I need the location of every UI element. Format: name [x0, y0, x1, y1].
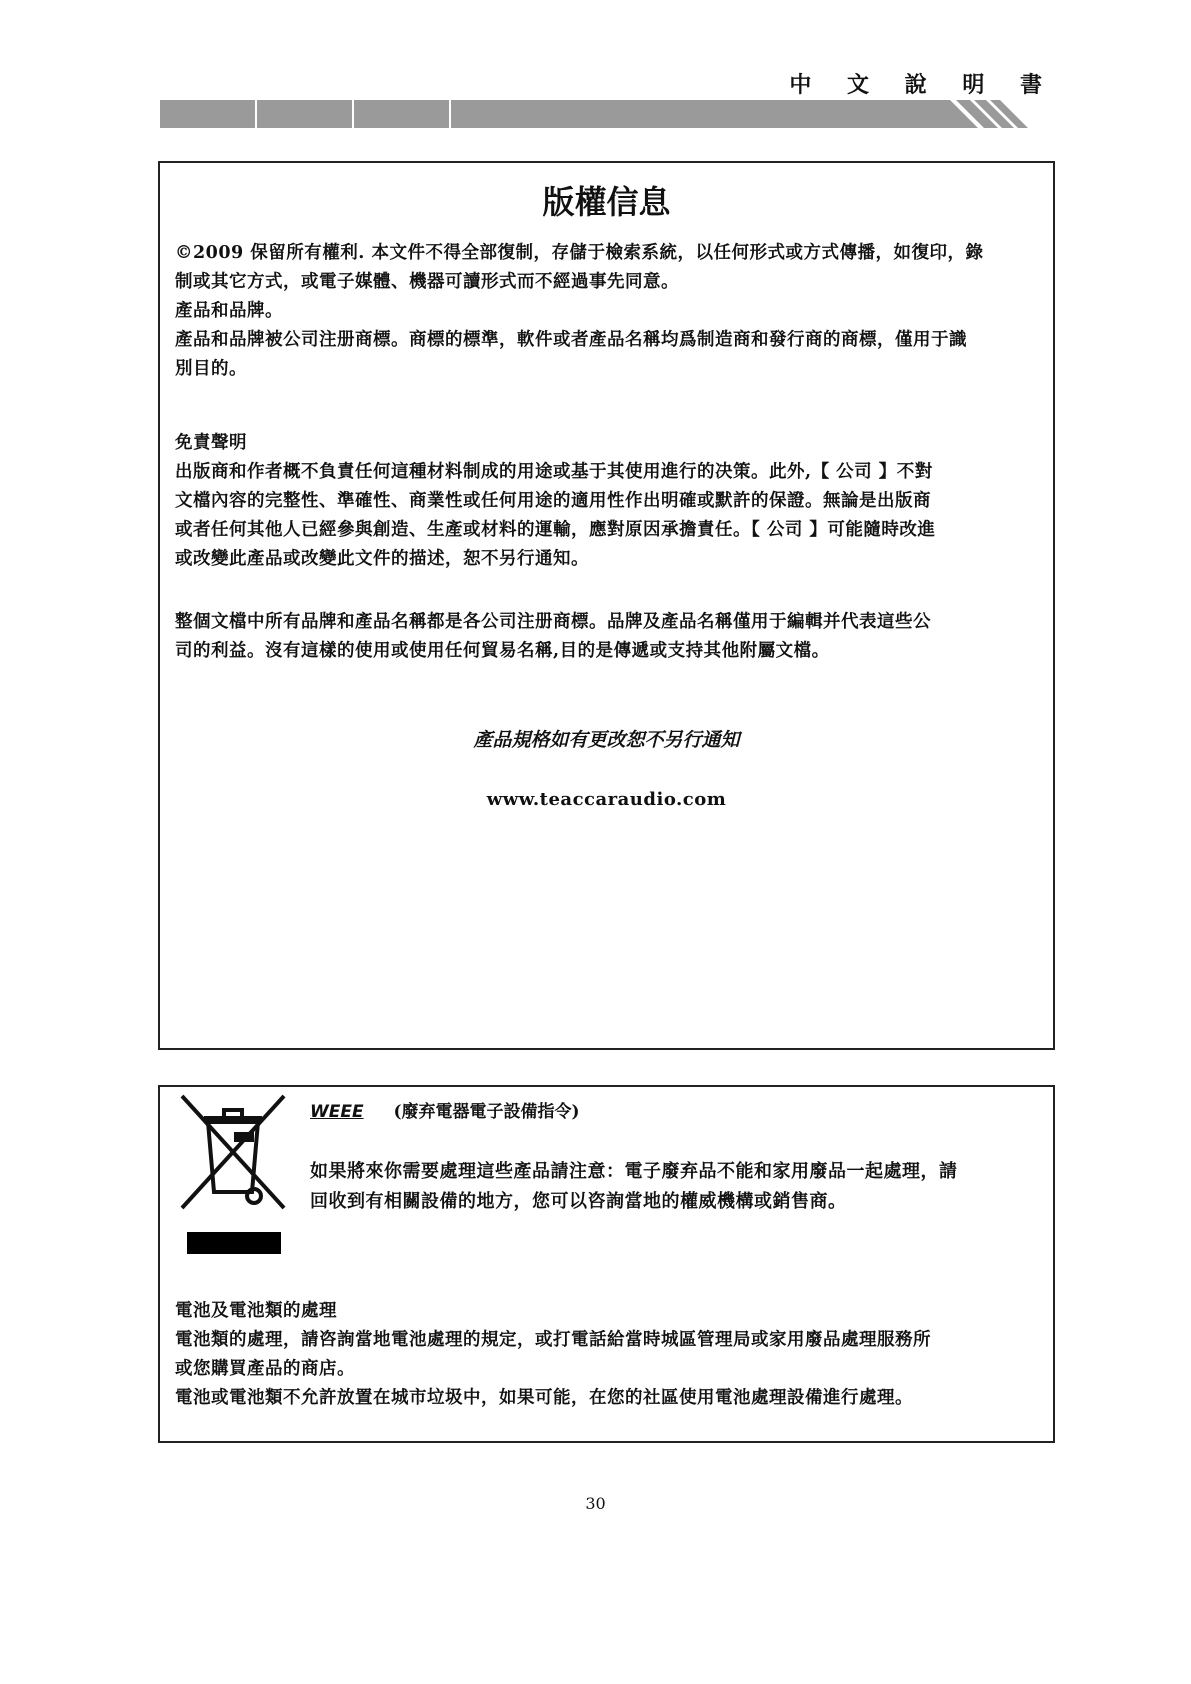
spec-change-notice: 產品規格如有更改恕不另行通知 — [473, 729, 740, 751]
weee-acronym: WEEE — [310, 1102, 364, 1122]
copyright-paragraph — [175, 239, 1038, 384]
weee-box — [158, 1085, 1055, 1443]
text-line: 制或其它方式，或電子媒體、機器可讀形式而不經過事先同意。 — [175, 272, 679, 292]
text-line: 產品和品牌被公司注册商標。商標的標準，軟件或者產品名稱均爲制造商和發行商的商標，僅用于識 — [175, 330, 967, 350]
crossed-bin-icon — [178, 1092, 288, 1212]
header-bar — [160, 100, 1040, 128]
text-line: 或者任何其他人已經參與創造、生產或材料的運輸，應對原因承擔責任。【 公司 】可能隨時改進 — [175, 520, 936, 540]
header-title: 中 文 說 明 書 — [789, 73, 1056, 98]
weee-black-bar — [187, 1232, 281, 1254]
weee-description: (廢弃電器電子設備指令) — [393, 1102, 580, 1122]
battery-title: 電池及電池類的處理 — [175, 1301, 337, 1321]
text-line: 司的利益。沒有這樣的使用或使用任何貿易名稱,目的是傳遞或支持其他附屬文檔。 — [175, 641, 830, 661]
text-line: ©2009 保留所有權利. 本文件不得全部復制，存儲于檢索系統，以任何形式或方式傳播，如復印，錄 — [175, 243, 984, 263]
text-line: 或您購買產品的商店。 — [175, 1359, 355, 1379]
trademark-paragraph — [175, 608, 1038, 666]
text-line: 整個文檔中所有品牌和產品名稱都是各公司注册商標。品牌及產品名稱僅用于編輯并代表這些公 — [175, 612, 931, 632]
weee-paragraph — [310, 1157, 1038, 1217]
text-line: 電池類的處理，請咨詢當地電池處理的規定，或打電話給當時城區管理局或家用廢品處理服務所 — [175, 1330, 931, 1350]
text-line: 別目的。 — [175, 359, 247, 379]
text-line: 回收到有相關設備的地方，您可以咨詢當地的權威機構或銷售商。 — [310, 1191, 847, 1212]
copyright-box — [158, 161, 1055, 1050]
text-line: 如果將來你需要處理這些產品請注意：電子廢弃品不能和家用廢品一起處理，請 — [310, 1161, 958, 1182]
weee-label — [310, 1097, 580, 1122]
text-line: 文檔內容的完整性、準確性、商業性或任何用途的適用性作出明確或默許的保證。無論是出版商 — [175, 491, 931, 511]
page-number: 30 — [585, 1494, 606, 1513]
text-line: 出版商和作者概不負責任何這種材料制成的用途或基于其使用進行的决策。此外,【 公司 】不對 — [175, 462, 933, 482]
disclaimer-paragraph — [175, 429, 1038, 574]
text-line: 或改變此產品或改變此文件的描述，恕不另行通知。 — [175, 549, 589, 569]
website-url: www.teaccaraudio.com — [486, 789, 727, 810]
text-line: 電池或電池類不允許放置在城市垃圾中，如果可能，在您的社區使用電池處理設備進行處理。 — [175, 1388, 913, 1408]
copyright-title: 版權信息 — [542, 183, 671, 221]
text-line: 產品和品牌。 — [175, 301, 283, 321]
disclaimer-title: 免責聲明 — [175, 433, 247, 453]
battery-paragraph — [175, 1297, 1038, 1413]
